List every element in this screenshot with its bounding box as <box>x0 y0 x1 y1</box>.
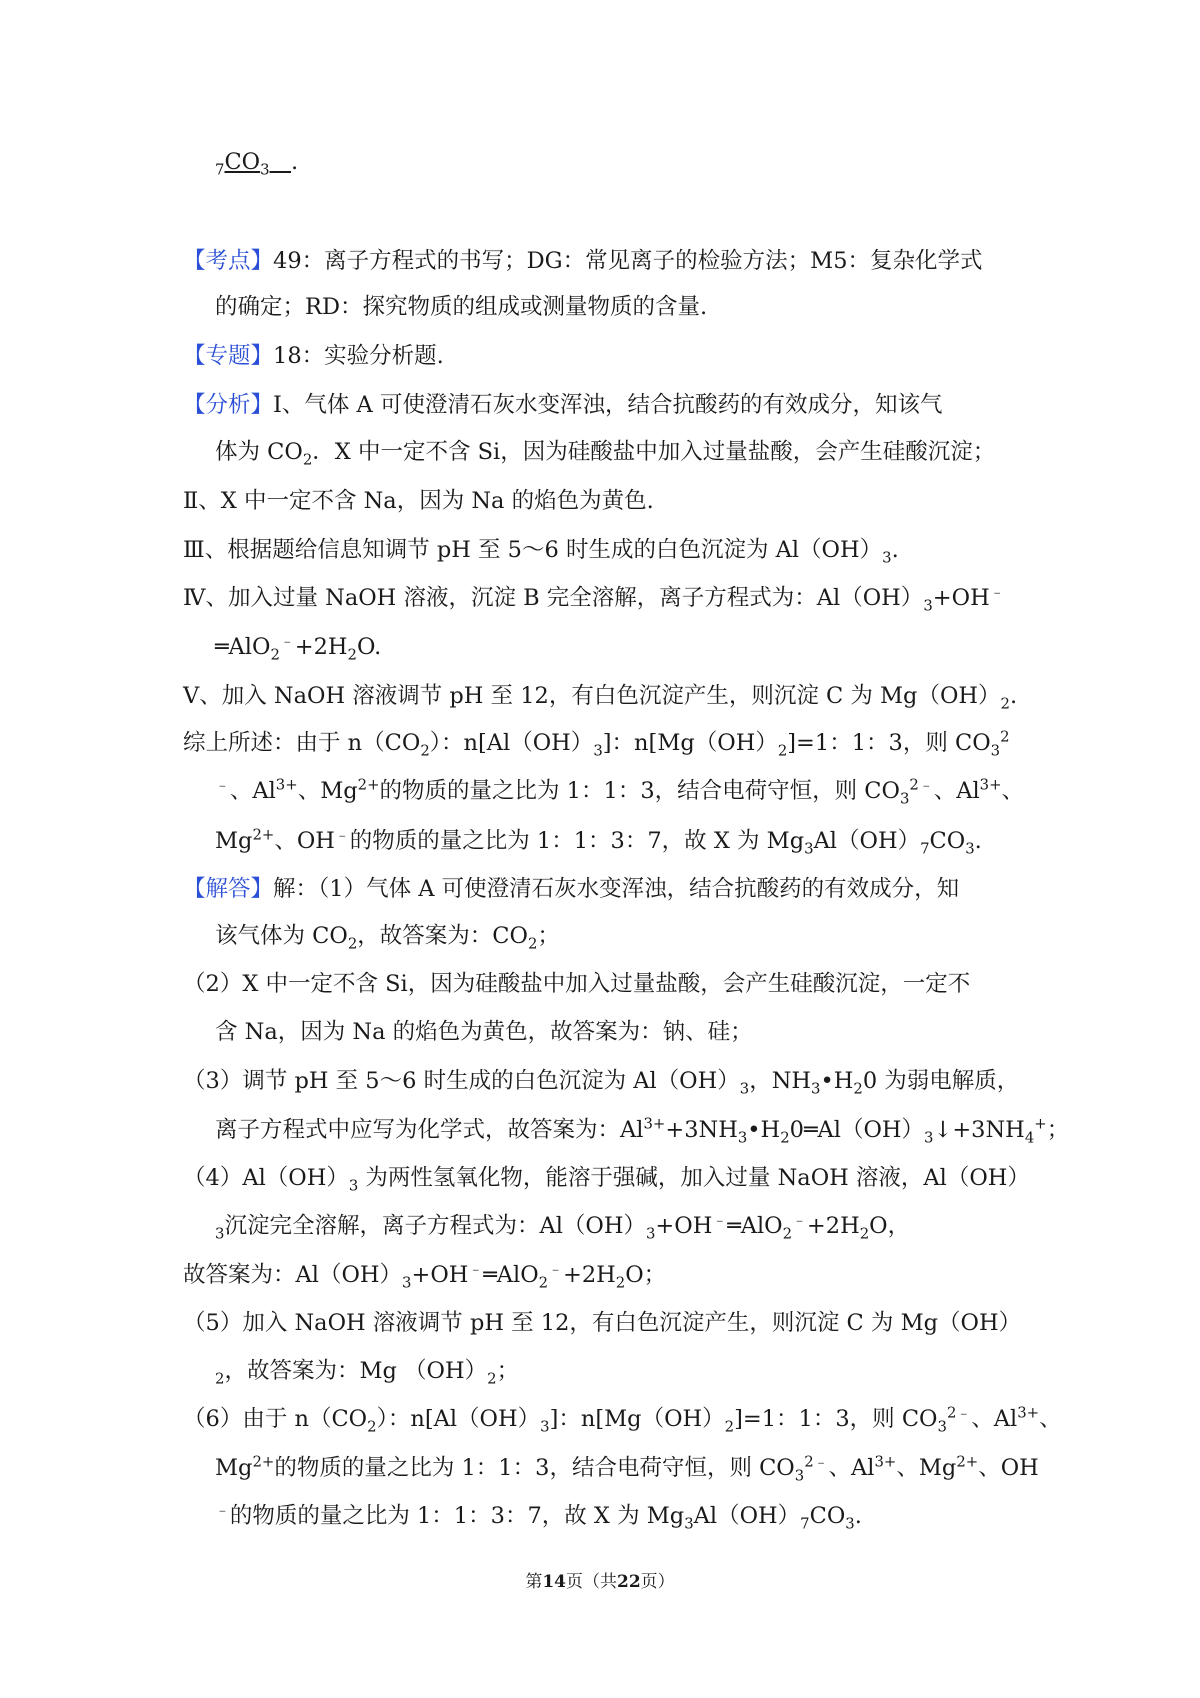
jieda-line-10: （5）加入 NaOH 溶液调节 pH 至 12，有白色沉淀产生，则沉淀 C 为 Mg（OH） <box>183 1310 1022 1336</box>
fenxi-line-6: $═AlO_2^﹣+2H_2O$. <box>215 631 382 664</box>
current-page-number: 14 <box>542 1572 566 1592</box>
jieda-line-8: $_3$沉淀完全溶解，离子方程式为：$Al(OH)_3+OH^﹣═AlO_2^﹣+2H_2O$， <box>215 1210 911 1243</box>
jieda-line-1: 【解答】解：（1）气体 A 可使澄清石灰水变浑浊，结合抗酸药的有效成分，知 <box>183 876 960 902</box>
jieda-line-11: $_2$，故答案为：Mg $(OH)_2$； <box>215 1358 520 1388</box>
jieda-line-7: $(4)Al(OH)_3$ 为两性氢氧化物，能溶于强碱，加入过量 NaOH 溶液，Al（OH） <box>183 1165 1030 1195</box>
jieda-line-9: 故答案为：$Al(OH)_3+OH^﹣═AlO_2^﹣+2H_2O$； <box>183 1259 667 1292</box>
jieda-line-13: $Mg^{2+}$的物质的量之比为 1：1：3，结合电荷守恒，则 $CO_3^{2﹣}$、$Al^{3+}$、$Mg^{2+}$、OH <box>215 1452 1039 1485</box>
kaodian-line-2: 的确定；RD：探究物质的组成或测量物质的含量. <box>215 294 708 320</box>
kaodian-line-1: 【考点】49：离子方程式的书写；DG：常见离子的检验方法；M5：复杂化学式 <box>183 248 983 274</box>
fenxi-line-5: Ⅳ、加入过量 NaOH 溶液，沉淀 B 完全溶解，离子方程式为：$Al(OH)_3+OH^﹣$ <box>183 582 1005 615</box>
fenxi-line-8: 综上所述：由于 $n(CO_2)$：$n[Al(OH)_3]$：$n[Mg(OH)_2]=1$：1：3，则 $CO_3^2$ <box>183 727 1010 760</box>
footer-prefix: 第 <box>525 1572 543 1592</box>
jieda-line-12: （6）由于 $n(CO_2)$：$n[Al(OH)_3]$：$n[Mg(OH)_2]=1$：1：3，则 $CO_3^{2﹣}$、$Al^{3+}$、 <box>183 1403 1062 1436</box>
jieda-line-6: 离子方程式中应写为化学式，故答案为：$Al^{3+}+3NH_3•H_20═Al(OH)_3↓+3NH_4^+$； <box>215 1114 1070 1147</box>
fenxi-line-7: Ⅴ、加入 NaOH 溶液调节 pH 至 12，有白色沉淀产生，则沉淀 C 为 $Mg(OH)_2$. <box>183 683 1018 713</box>
answer-line: $_7CO_3$ . <box>215 149 299 179</box>
fenxi-line-10: $Mg^{2+}$、OH﹣的物质的量之比为 1：1：3：7，故 X 为 $Mg_3Al(OH)_7CO_3$. <box>215 825 982 858</box>
footer-middle: 页（共 <box>566 1572 617 1592</box>
fenxi-line-1: 【分析】Ⅰ、气体 A 可使澄清石灰水变浑浊，结合抗酸药的有效成分，知该气 <box>183 392 943 418</box>
jieda-line-4: 含 Na，因为 Na 的焰色为黄色，故答案为：钠、硅； <box>215 1019 753 1045</box>
fenxi-line-2: 体为 $CO_2$．X 中一定不含 Si，因为硅酸盐中加入过量盐酸，会产生硅酸沉淀； <box>215 439 996 469</box>
fenxi-line-9: ﹣、$Al^{3+}$、$Mg^{2+}$的物质的量之比为 1：1：3，结合电荷守恒，则 $CO_3^{2﹣}$、$Al^{3+}$、 <box>215 775 1025 808</box>
fenxi-line-4: Ⅲ、根据题给信息知调节 pH 至 5～6 时生成的白色沉淀为 $Al(OH)_3$. <box>183 537 899 567</box>
footer-suffix: 页） <box>640 1572 675 1592</box>
total-page-number: 22 <box>617 1572 641 1592</box>
jieda-line-2: 该气体为 $CO_2$，故答案为：$CO_2$； <box>215 923 560 953</box>
jieda-line-5: （3）调节 pH 至 5～6 时生成的白色沉淀为 $Al(OH)_3$，$NH_3•H_20$ 为弱电解质， <box>183 1068 1020 1098</box>
fenxi-line-3: Ⅱ、X 中一定不含 Na，因为 Na 的焰色为黄色. <box>183 488 654 514</box>
jieda-line-3: （2）X 中一定不含 Si，因为硅酸盐中加入过量盐酸，会产生硅酸沉淀，一定不 <box>183 971 971 997</box>
zhuanti-line: 【专题】18：实验分析题. <box>183 343 444 369</box>
page-footer <box>0 1567 1200 1592</box>
jieda-line-14: ﹣的物质的量之比为 1：1：3：7，故 X 为 $Mg_3Al(OH)_7CO_3$. <box>215 1500 862 1533</box>
